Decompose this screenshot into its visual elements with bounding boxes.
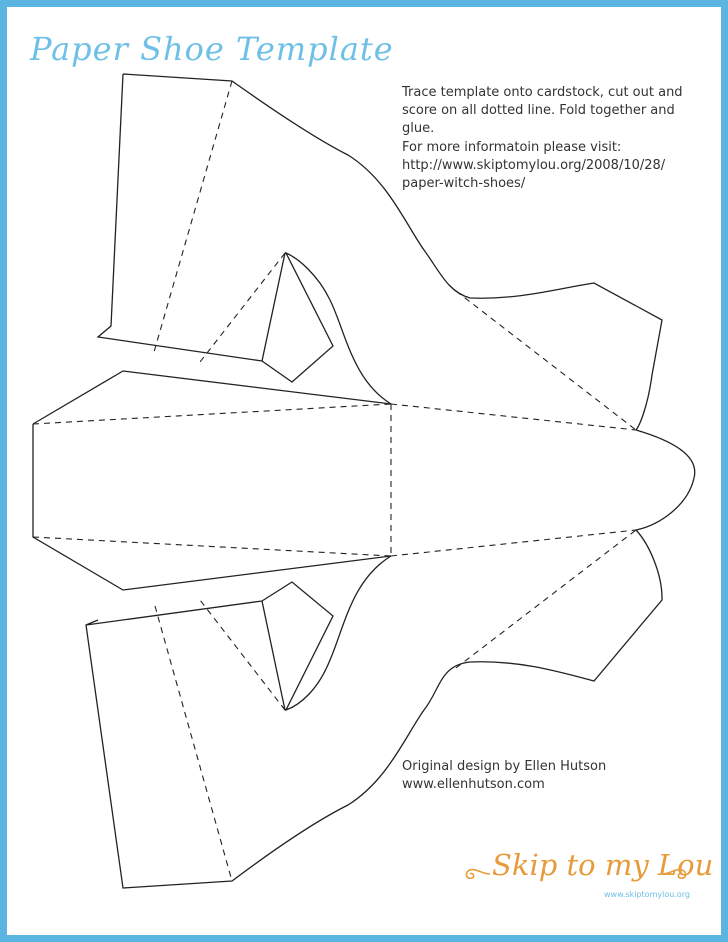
design-credit: [402, 758, 702, 794]
instructions-line: Trace template onto cardstock, cut out and: [402, 85, 683, 100]
instructions-link-line[interactable]: paper-witch-shoes/: [402, 176, 526, 192]
fold-line-toe-bottom: [391, 530, 636, 556]
fold-line-toe-top: [391, 404, 636, 430]
logo-text: Skip to my Lou: [492, 848, 714, 882]
fold-line-lower-diagonal: [456, 530, 636, 668]
credit-line: Original design by Ellen Hutson: [402, 759, 607, 774]
fold-line-upper-diagonal: [456, 291, 636, 430]
instructions-link-line[interactable]: http://www.skiptomylou.org/2008/10/28/: [402, 157, 666, 173]
logo-url[interactable]: www.skiptomylou.org: [604, 890, 690, 899]
sole-outline: [33, 371, 695, 590]
fold-line-upper-side: [154, 81, 232, 352]
fold-line-upper-tab: [200, 253, 285, 362]
credit-link[interactable]: www.ellenhutson.com: [402, 777, 545, 793]
fold-line-lower-tab: [200, 600, 285, 710]
fold-line-bottom: [33, 537, 391, 556]
logo-left-swirl-icon: [462, 862, 492, 886]
skip-to-my-lou-logo: [462, 848, 714, 908]
instructions-line: glue.: [402, 121, 435, 137]
page-title: Paper Shoe Template: [30, 30, 394, 68]
instructions-line: For more informatoin please visit:: [402, 139, 622, 155]
fold-line-lower-side: [155, 606, 232, 881]
instructions-line: score on all dotted line. Fold together and: [402, 103, 675, 119]
instructions-text: [402, 84, 702, 193]
logo-right-swirl-icon: [660, 862, 690, 886]
fold-line-top: [33, 404, 391, 424]
